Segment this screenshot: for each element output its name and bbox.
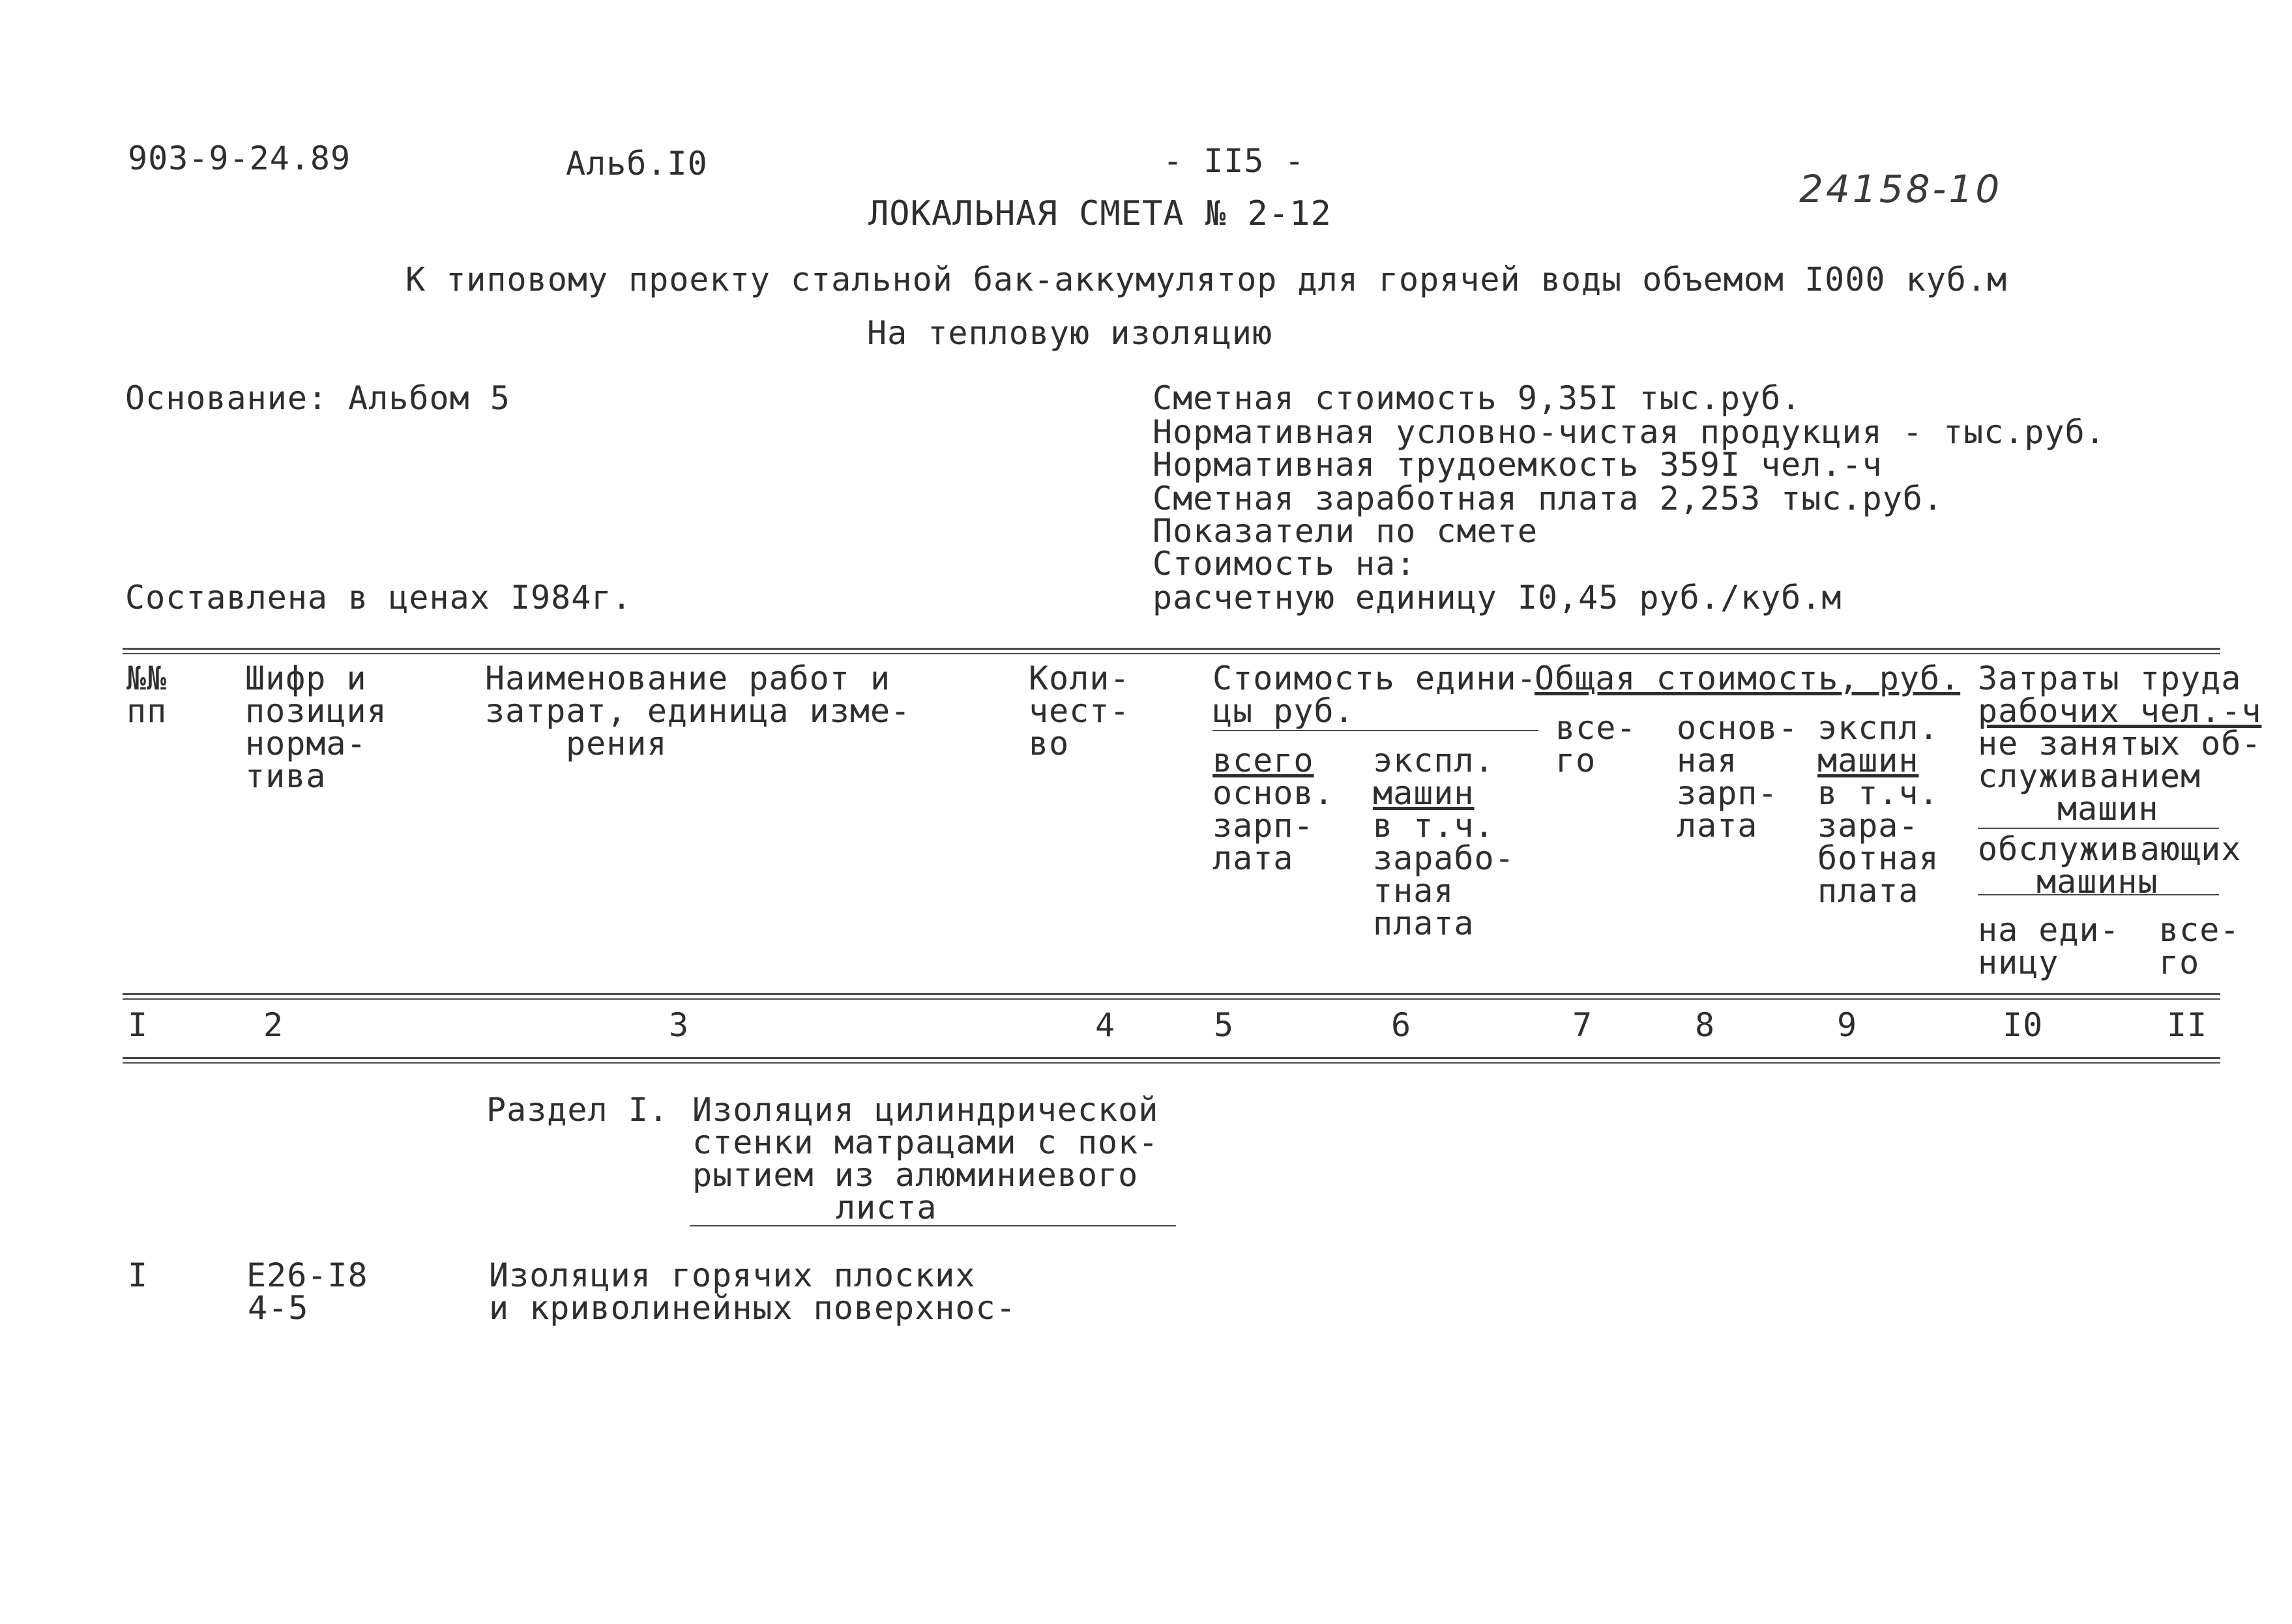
document-subtitle: К типовому проекту стальной бак-аккумулятор для горячей воды объемом I000 куб.м [405,261,2008,298]
column-numbers-bottom-rule-2 [123,1062,2220,1064]
row-name-line: и криволинейных поверхнос- [489,1289,1016,1327]
table-top-rule-2 [123,653,2220,654]
document-title: ЛОКАЛЬНАЯ СМЕТА № 2-12 [868,194,1332,233]
section-underline [690,1225,1176,1226]
row-code: Е26-I8 [246,1256,368,1294]
document-subtitle-2: На тепловую изоляцию [867,314,1273,352]
section-prefix: Раздел I. [486,1091,669,1129]
header-bottom-rule-2 [123,998,2220,1000]
indicator-line: Показатели по смете [1153,512,1538,550]
header-total-cost: Общая стоимость, руб. [1535,660,1961,697]
indicator-line: Стоимость на: [1153,545,1417,583]
row-code-position: 4-5 [248,1289,309,1327]
header-bottom-rule [123,993,2220,995]
indicator-line: Сметная заработная плата 2,253 тыс.руб. [1153,480,1943,517]
indicator-line: Сметная стоимость 9,35I тыс.руб. [1153,379,1802,417]
indicator-line: Нормативная условно-чистая продукция - тыс.руб. [1153,413,2106,451]
document-code: 903-9-24.89 [128,139,351,177]
indicator-line: расчетную единицу I0,45 руб./куб.м [1153,579,1842,616]
row-name-line: Изоляция горячих плоских [489,1256,976,1294]
unit-cost-rule [1212,730,1538,731]
album-number: Альб.I0 [566,145,708,182]
row-number: I [128,1256,149,1294]
table-top-rule [123,648,2220,650]
section-title-line: рытием из алюминиевого [692,1156,1139,1194]
estimate-basis: Основание: Альбом 5 [125,379,510,417]
section-title-line: листа [836,1189,937,1226]
price-level: Составлена в ценах I984г. [125,579,632,616]
handwritten-inventory-number: 24158-10 [1799,167,2003,211]
indicator-line: Нормативная трудоемкость 359I чел.-ч [1153,446,1883,484]
page-number: - II5 - [1163,142,1305,180]
section-title-line: стенки матрацами с пок- [692,1124,1159,1161]
labor-rule-1 [1978,828,2219,829]
section-title-line: Изоляция цилиндрической [692,1091,1159,1129]
labor-rule-2 [1978,894,2219,895]
column-numbers-bottom-rule [123,1057,2220,1059]
